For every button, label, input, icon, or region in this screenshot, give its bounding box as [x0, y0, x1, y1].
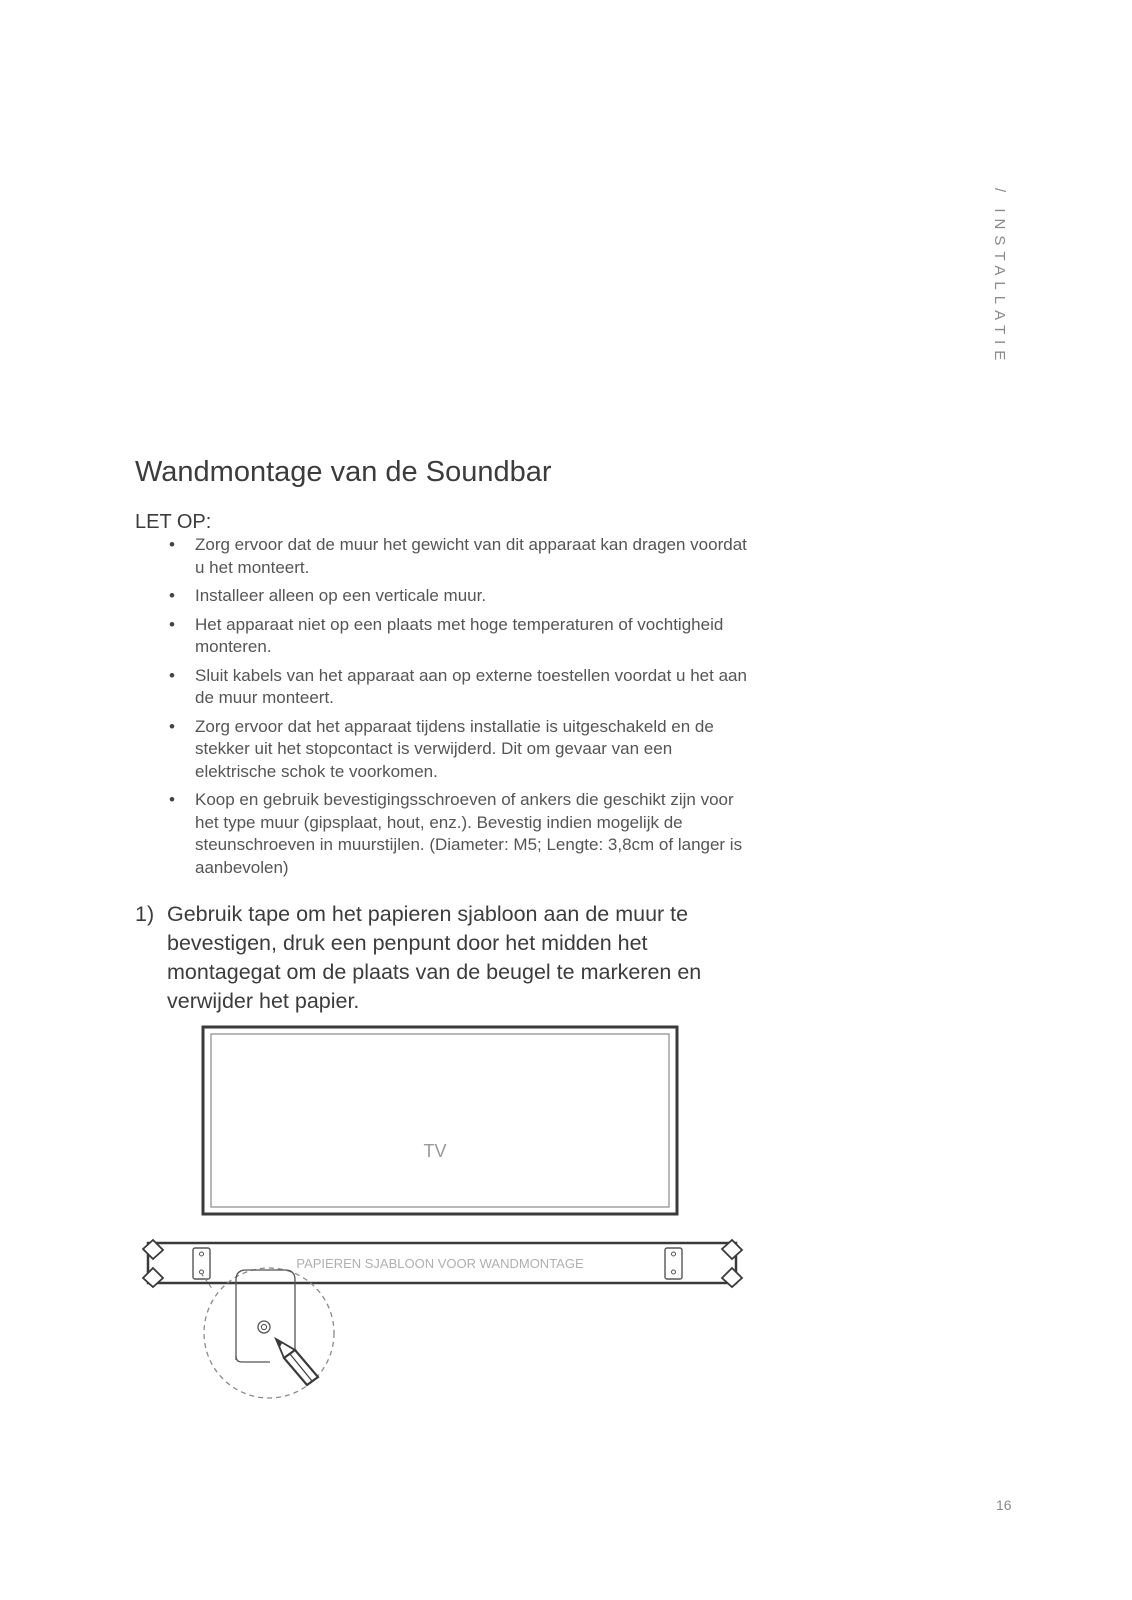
tv-illustration [203, 1027, 677, 1214]
warning-item: • Koop en gebruik bevestigingsschroeven of ankers die geschikt zijn voor het type muur (gipsplaat, hout, enz.). Bevestig indien mogelijk de steunschroeven in muurstijlen. (Diameter: M5; Lengte: 3,8cm of langer is aanbevolen) [135, 789, 755, 879]
tv-label: TV [423, 1141, 447, 1161]
section-label-text: / INSTALLATIE [991, 188, 1008, 367]
template-label: PAPIEREN SJABLOON VOOR WANDMONTAGE [296, 1256, 584, 1271]
warning-item: • Installeer alleen op een verticale muur. [135, 585, 755, 608]
page-number: 16 [996, 1497, 1012, 1513]
zoom-detail [201, 1268, 334, 1398]
warning-item: • Sluit kabels van het apparaat aan op externe toestellen voordat u het aan de muur monteert. [135, 665, 755, 710]
step-text: Gebruik tape om het papieren sjabloon aan de muur te bevestigen, druk een penpunt door het midden het montagegat om de plaats van de beugel te markeren en verwijder het papier. [167, 902, 702, 1013]
page-title: Wandmontage van de Soundbar [135, 456, 552, 488]
step-number: 1) [135, 902, 155, 926]
warning-item: • Zorg ervoor dat het apparaat tijdens installatie is uitgeschakeld en de stekker uit het stopcontact is verwijderd. Dit om gevaar van een elektrische schok te voorkomen. [135, 716, 755, 784]
paper-template [143, 1240, 742, 1287]
warning-item: • Zorg ervoor dat de muur het gewicht van dit apparaat kan dragen voordat u het monteert. [135, 534, 755, 579]
note-heading: LET OP: [135, 511, 212, 533]
pen-icon [276, 1339, 318, 1385]
mount-hole-icon [258, 1321, 270, 1333]
warning-item: • Het apparaat niet op een plaats met hoge temperaturen of vochtigheid monteren. [135, 614, 755, 659]
